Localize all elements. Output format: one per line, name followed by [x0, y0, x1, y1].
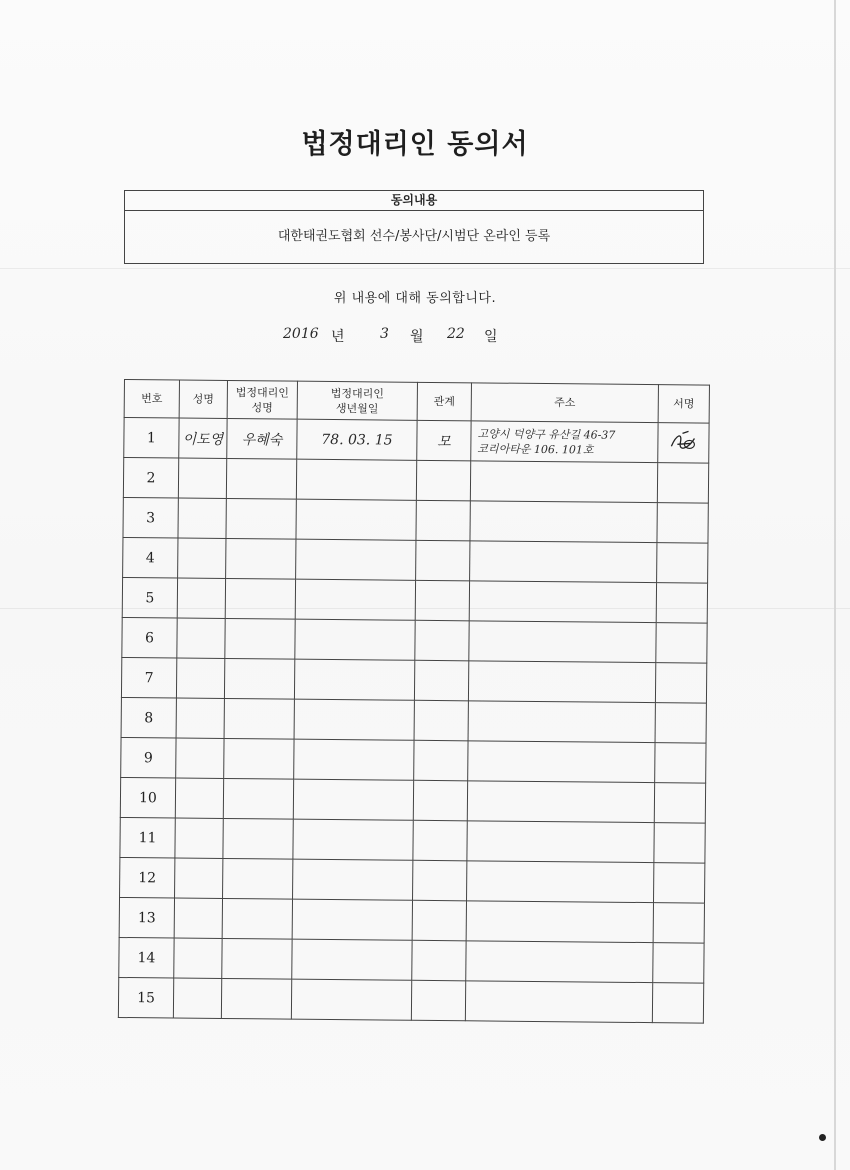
row-number: 12	[120, 857, 175, 898]
student-name-cell	[175, 778, 223, 818]
guardian-birthdate-cell	[293, 859, 413, 900]
table-row	[121, 697, 706, 743]
consent-content: 대한태권도협회 선수/봉사단/시범단 온라인 등록	[277, 229, 551, 244]
signature-cell	[655, 663, 706, 703]
signature-cell	[652, 983, 703, 1023]
signature-cell	[656, 623, 707, 663]
column-header: 관계	[417, 382, 471, 421]
row-number: 14	[119, 937, 174, 978]
address-cell	[470, 501, 657, 543]
relation-cell	[414, 660, 468, 701]
guardian-birthdate-cell	[292, 899, 412, 940]
guardian-name-cell	[223, 858, 293, 899]
address-cell: 고양시 덕양구 유산길 46-37 코리아타운 106. 101호	[471, 421, 658, 463]
guardian-birthdate-cell	[296, 539, 416, 580]
table-row	[120, 857, 705, 903]
row-number: 8	[121, 697, 176, 738]
student-name-cell	[177, 618, 225, 658]
student-name-cell: 이도영	[179, 418, 227, 458]
column-header: 주소	[471, 383, 658, 423]
guardian-name-cell	[225, 578, 295, 619]
column-header: 번호	[124, 380, 179, 419]
consent-statement: 위 내용에 대해 동의합니다.	[333, 291, 497, 306]
signature-scribble	[668, 430, 698, 452]
table-row	[119, 897, 704, 943]
address-cell	[468, 661, 655, 703]
guardian-birthdate-cell	[295, 619, 415, 660]
table-row	[124, 418, 709, 464]
row-number: 13	[119, 897, 174, 938]
table-row	[121, 657, 706, 703]
address-cell	[467, 781, 654, 823]
relation-cell	[411, 980, 465, 1021]
student-name-cell	[178, 498, 226, 538]
table-row	[119, 937, 704, 983]
guardian-name-cell	[226, 458, 296, 499]
guardian-name-cell: 우혜숙	[227, 418, 297, 459]
guardian-name-cell	[223, 778, 293, 819]
date-month-label: 월	[410, 329, 424, 345]
signature-cell	[656, 583, 707, 623]
table-row	[122, 617, 707, 663]
student-name-cell	[177, 578, 225, 618]
signature-cell	[658, 423, 709, 463]
student-name-cell	[173, 978, 221, 1018]
guardian-name-cell	[224, 698, 294, 739]
student-name-cell	[176, 738, 224, 778]
guardian-name-cell	[223, 818, 293, 859]
guardian-name-cell	[222, 898, 292, 939]
relation-cell	[412, 940, 466, 981]
signature-cell	[655, 743, 706, 783]
column-header: 법정대리인 생년월일	[297, 381, 417, 420]
guardian-birthdate-cell	[296, 499, 416, 540]
table-row	[122, 577, 707, 623]
signature-cell	[657, 503, 708, 543]
table-body	[118, 418, 709, 1024]
relation-cell: 모	[417, 420, 471, 461]
signature-cell	[655, 703, 706, 743]
address-cell	[468, 741, 655, 783]
address-cell	[470, 461, 657, 503]
address-cell	[467, 821, 654, 863]
ink-speck	[819, 1134, 826, 1141]
student-name-cell	[174, 938, 222, 978]
relation-cell	[415, 580, 469, 621]
address-cell	[466, 901, 653, 943]
row-number: 10	[120, 777, 175, 818]
relation-cell	[416, 460, 470, 501]
column-header: 서명	[658, 385, 709, 423]
address-cell	[467, 861, 654, 903]
signature-cell	[654, 783, 705, 823]
signature-cell	[657, 463, 708, 503]
consent-box	[124, 190, 704, 264]
relation-cell	[413, 780, 467, 821]
row-number: 1	[124, 418, 179, 459]
table-row	[123, 497, 708, 543]
relation-cell	[414, 700, 468, 741]
date-day-label: 일	[484, 329, 498, 345]
date-month: 3	[380, 326, 389, 342]
student-name-cell	[175, 818, 223, 858]
relation-cell	[413, 820, 467, 861]
guardian-name-cell	[222, 938, 292, 979]
table-row	[121, 737, 706, 783]
guardian-birthdate-cell: 78. 03. 15	[297, 419, 417, 460]
address-cell	[469, 581, 656, 623]
guardian-name-cell	[224, 658, 294, 699]
row-number: 15	[118, 977, 173, 1018]
signature-cell	[653, 943, 704, 983]
row-number: 2	[123, 458, 178, 499]
student-name-cell	[178, 538, 226, 578]
table-row	[118, 977, 703, 1023]
signature-cell	[657, 543, 708, 583]
guardian-birthdate-cell	[291, 979, 411, 1020]
relation-cell	[414, 740, 468, 781]
document-title: 법정대리인 동의서	[301, 129, 529, 160]
relation-cell	[416, 500, 470, 541]
address-cell	[470, 541, 657, 583]
address-cell	[465, 981, 652, 1023]
row-number: 6	[122, 617, 177, 658]
date-year: 2016	[283, 326, 319, 342]
row-number: 4	[123, 537, 178, 578]
fold-line	[0, 268, 850, 269]
guardian-name-cell	[226, 498, 296, 539]
signature-cell	[653, 863, 704, 903]
guardian-birthdate-cell	[294, 699, 414, 740]
table-row	[120, 777, 705, 823]
address-cell	[468, 701, 655, 743]
student-name-cell	[175, 858, 223, 898]
guardian-name-cell	[224, 738, 294, 779]
table-row	[120, 817, 705, 863]
address-cell	[469, 621, 656, 663]
row-number: 9	[121, 737, 176, 778]
row-number: 5	[122, 577, 177, 618]
table-header-row	[124, 380, 709, 424]
date-year-label: 년	[331, 329, 345, 345]
date-day: 22	[447, 326, 465, 342]
guardian-birthdate-cell	[293, 779, 413, 820]
guardian-birthdate-cell	[296, 459, 416, 500]
row-number: 3	[123, 497, 178, 538]
row-number: 7	[121, 657, 176, 698]
guardian-birthdate-cell	[293, 819, 413, 860]
table-row	[123, 537, 708, 583]
guardian-birthdate-cell	[295, 579, 415, 620]
guardian-name-cell	[221, 978, 291, 1019]
signature-cell	[653, 903, 704, 943]
signature-cell	[654, 823, 705, 863]
student-name-cell	[176, 698, 224, 738]
relation-cell	[412, 900, 466, 941]
student-name-cell	[178, 458, 226, 498]
guardian-birthdate-cell	[292, 939, 412, 980]
address-cell	[466, 941, 653, 983]
column-header: 법정대리인 성명	[227, 380, 297, 419]
guardian-name-cell	[226, 538, 296, 579]
student-name-cell	[176, 658, 224, 698]
column-header: 성명	[179, 380, 227, 418]
relation-cell	[415, 620, 469, 661]
table-row	[123, 458, 708, 504]
guardian-roster-table	[118, 379, 710, 1024]
relation-cell	[416, 540, 470, 581]
guardian-birthdate-cell	[294, 659, 414, 700]
student-name-cell	[174, 898, 222, 938]
consent-header: 동의내용	[125, 191, 703, 211]
relation-cell	[413, 860, 467, 901]
guardian-birthdate-cell	[294, 739, 414, 780]
guardian-name-cell	[225, 618, 295, 659]
paper-edge	[834, 0, 836, 1170]
row-number: 11	[120, 817, 175, 858]
